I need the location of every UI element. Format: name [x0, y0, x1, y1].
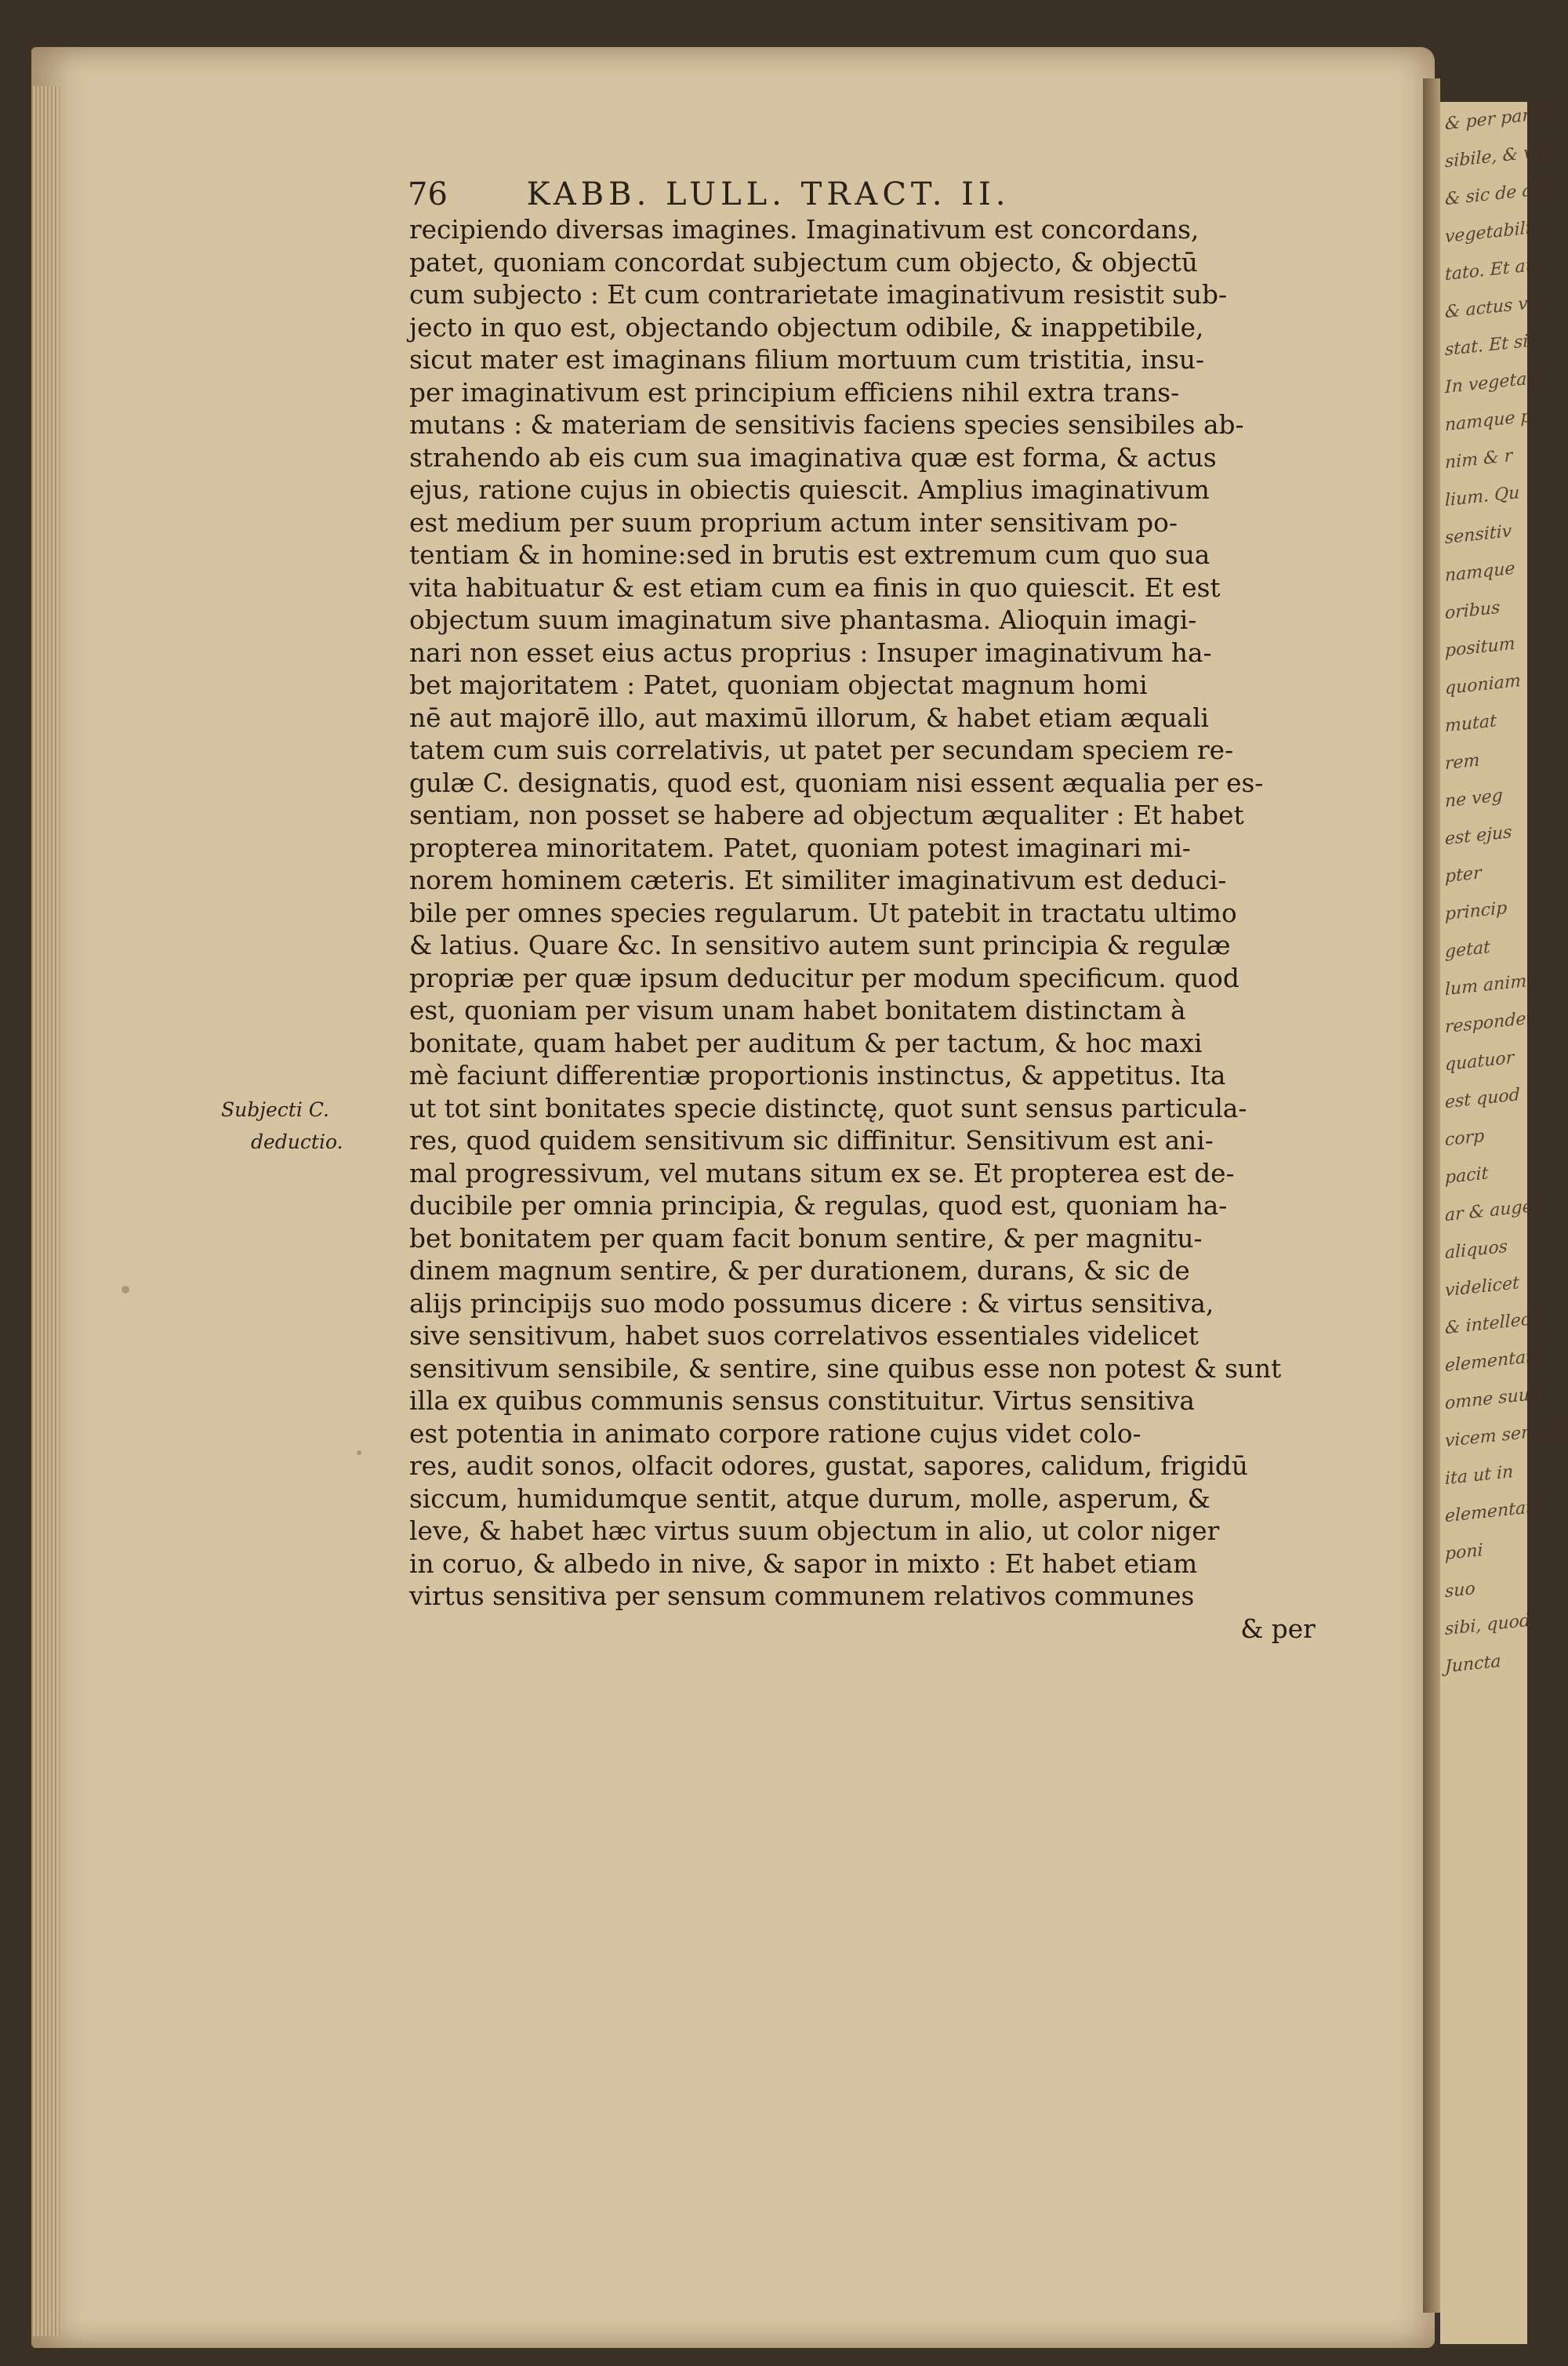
facing-page-line: positum	[1445, 633, 1515, 662]
facing-page-line: stat. Et si	[1445, 332, 1529, 361]
facing-page-line: lum anim	[1445, 971, 1527, 1000]
facing-page-line: suo	[1445, 1579, 1475, 1602]
text-line: tatem cum suis correlativis, ut patet per secundam speciem re-	[409, 735, 1234, 765]
text-line: est, quoniam per visum unam habet bonitatem distinctam à	[409, 995, 1186, 1025]
catchword: & per	[1240, 1613, 1316, 1644]
facing-page-line: oribus	[1445, 597, 1501, 624]
text-line: est potentia in animato corpore ratione cujus videt colo-	[409, 1417, 1142, 1449]
text-line: sicut mater est imaginans filium mortuum cum tristitia, insu-	[409, 344, 1205, 375]
text-line: sentiam, non posset se habere ad objectum æqualiter : Et habet	[409, 800, 1244, 830]
text-line: dinem magnum sentire, & per durationem, durans, & sic de	[409, 1255, 1190, 1286]
text-line: mal progressivum, vel mutans situm ex se. Et propterea est de-	[409, 1157, 1235, 1188]
text-line: bonitate, quam habet per auditum & per tactum, & hoc maxi	[409, 1027, 1203, 1058]
facing-page-line: elementato	[1445, 1497, 1544, 1527]
text-line: in coruo, & albedo in nive, & sapor in mixto : Et habet etiam	[409, 1548, 1198, 1579]
text-line: & latius. Quare &c. In sensitivo autem sunt principia & regulæ	[409, 930, 1231, 960]
page-number: 76	[408, 176, 448, 212]
text-line: nari non esset eius actus proprius : Insuper imaginativum ha-	[409, 637, 1212, 668]
text-line: res, audit sonos, olfacit odores, gustat, sapores, calidum, frigidū	[409, 1450, 1248, 1481]
text-line: siccum, humidumque sentit, atque durum, molle, asperum, &	[409, 1482, 1210, 1514]
marginal-note	[221, 1094, 401, 1158]
facing-page-line: rem	[1445, 750, 1480, 775]
text-line: cum subjecto : Et cum contrarietate imaginativum resistit sub-	[409, 279, 1228, 310]
text-line: ducibile per omnia principia, & regulas, quod est, quoniam ha-	[409, 1190, 1228, 1221]
running-title: KABB. LULL. TRACT. II.	[526, 176, 1011, 212]
facing-page-line: In vegetati	[1445, 368, 1540, 398]
facing-page-line: mutat	[1445, 711, 1497, 737]
facing-page-line: nim & r	[1445, 446, 1513, 474]
text-line: ejus, ratione cujus in obiectis quiescit. Amplius imaginativum	[409, 474, 1210, 505]
facing-page-line: ita ut in	[1445, 1462, 1514, 1490]
facing-page-line: & sic de alij	[1445, 179, 1549, 210]
marginal-note-line: deductio.	[251, 1130, 343, 1153]
facing-page-line: & actus vi	[1445, 293, 1534, 323]
facing-page-line: Juncta	[1445, 1651, 1501, 1678]
text-line: propterea minoritatem. Patet, quoniam potest imaginari mi-	[409, 832, 1191, 863]
text-line: jecto in quo est, objectando objectum odibile, & inappetibile,	[409, 311, 1204, 343]
facing-page-line: namque p	[1445, 406, 1532, 436]
ink-spot	[357, 1450, 361, 1455]
text-line: nē aut majorē illo, aut maximū illorum, & habet etiam æquali	[409, 702, 1210, 733]
text-line: illa ex quibus communis sensus constituitur. Virtus sensitiva	[409, 1385, 1195, 1416]
text-line: bet bonitatem per quam facit bonum sentire, & per magnitu-	[409, 1222, 1203, 1254]
text-line: sive sensitivum, habet suos correlativos essentiales videlicet	[409, 1320, 1199, 1351]
facing-page-line: getat	[1445, 938, 1490, 963]
facing-page-line: vegetabilio	[1445, 217, 1541, 248]
facing-page-line: respondet	[1445, 1008, 1534, 1038]
facing-page-line: ar & auget	[1445, 1196, 1540, 1226]
facing-page-line: videlicet	[1445, 1273, 1519, 1301]
facing-page-line: & intellect	[1445, 1308, 1537, 1339]
facing-page-line: tato. Et au	[1445, 255, 1537, 285]
text-line: recipiendo diversas imagines. Imaginativum est concordans,	[409, 214, 1200, 245]
marginal-note-line: Subjecti C.	[221, 1098, 329, 1121]
facing-page-line: omne suum	[1445, 1383, 1546, 1414]
facing-page-line: vicem sensum	[1445, 1418, 1568, 1452]
facing-page-line: sibile, & vide	[1445, 140, 1560, 172]
facing-page-line: quatuor	[1445, 1047, 1515, 1076]
text-line: patet, quoniam concordat subjectum cum objecto, & objectū	[409, 246, 1198, 278]
facing-page-line: elementato	[1445, 1346, 1544, 1377]
ink-spot	[122, 1286, 129, 1294]
text-line: tentiam & in homine:sed in brutis est extremum cum quo sua	[409, 539, 1210, 570]
text-line: ut tot sint bonitates specie distinctę, quot sunt sensus particula-	[409, 1092, 1247, 1123]
facing-page-line: ne veg	[1445, 786, 1503, 812]
text-line: bet majoritatem : Patet, quoniam objectat magnum homi	[409, 670, 1148, 700]
text-line: est medium per suum proprium actum inter sensitivam po-	[409, 506, 1178, 538]
facing-page-line: poni	[1445, 1540, 1483, 1565]
facing-page-line: princip	[1445, 898, 1508, 925]
facing-page-line: lium. Qu	[1445, 483, 1520, 511]
facing-page-line: est ejus	[1445, 822, 1512, 850]
running-header	[408, 176, 1010, 212]
text-line: bile per omnes species regularum. Ut patebit in tractatu ultimo	[409, 897, 1237, 928]
text-line: objectum suum imaginatum sive phantasma. Alioquin imagi-	[409, 604, 1197, 635]
text-line: alijs principijs suo modo possumus dicere : & virtus sensitiva,	[409, 1287, 1214, 1319]
facing-page-fragment	[1440, 102, 1568, 2344]
body-text	[409, 213, 1397, 1645]
text-line: strahendo ab eis cum sua imaginativa quæ est forma, & actus	[409, 441, 1217, 473]
facing-page-line: & per partic	[1445, 103, 1553, 135]
text-line: vita habituatur & est etiam cum ea finis in quo quiescit. Et est	[409, 572, 1221, 603]
facing-page-line: aliquos	[1445, 1236, 1508, 1264]
text-line: virtus sensitiva per sensum communem relativos communes	[409, 1580, 1195, 1611]
text-line: per imaginativum est principium efficiens nihil extra trans-	[409, 376, 1180, 408]
text-line: sensitivum sensibile, & sentire, sine quibus esse non potest & sunt	[409, 1352, 1282, 1384]
text-line: res, quod quidem sensitivum sic diffinitur. Sensitivum est ani-	[409, 1125, 1214, 1156]
text-line: leve, & habet hæc virtus suum objectum in alio, ut color niger	[409, 1515, 1220, 1546]
facing-page-line: sibi, quod	[1445, 1610, 1531, 1640]
facing-page-line: namque	[1445, 558, 1515, 586]
facing-page-line: est quod	[1445, 1085, 1520, 1113]
facing-page-line: sensitiv	[1445, 521, 1512, 549]
text-line: norem hominem cæteris. Et similiter imaginativum est deduci-	[409, 865, 1227, 895]
text-line: mè faciunt differentiæ proportionis instinctus, & appetitus. Ita	[409, 1060, 1226, 1090]
facing-page-line: pter	[1445, 863, 1482, 887]
text-line: mutans : & materiam de sensitivis faciens species sensibiles ab-	[409, 409, 1244, 440]
facing-page-line: pacit	[1445, 1163, 1489, 1188]
facing-page-line: corp	[1445, 1126, 1485, 1151]
text-line: gulæ C. designatis, quod est, quoniam nisi essent æqualia per es-	[409, 767, 1264, 798]
page-edges	[31, 86, 60, 2336]
book-gutter	[1423, 78, 1440, 2313]
text-line: propriæ per quæ ipsum deducitur per modum specificum. quod	[409, 962, 1240, 993]
facing-page-line: quoniam	[1445, 671, 1521, 699]
